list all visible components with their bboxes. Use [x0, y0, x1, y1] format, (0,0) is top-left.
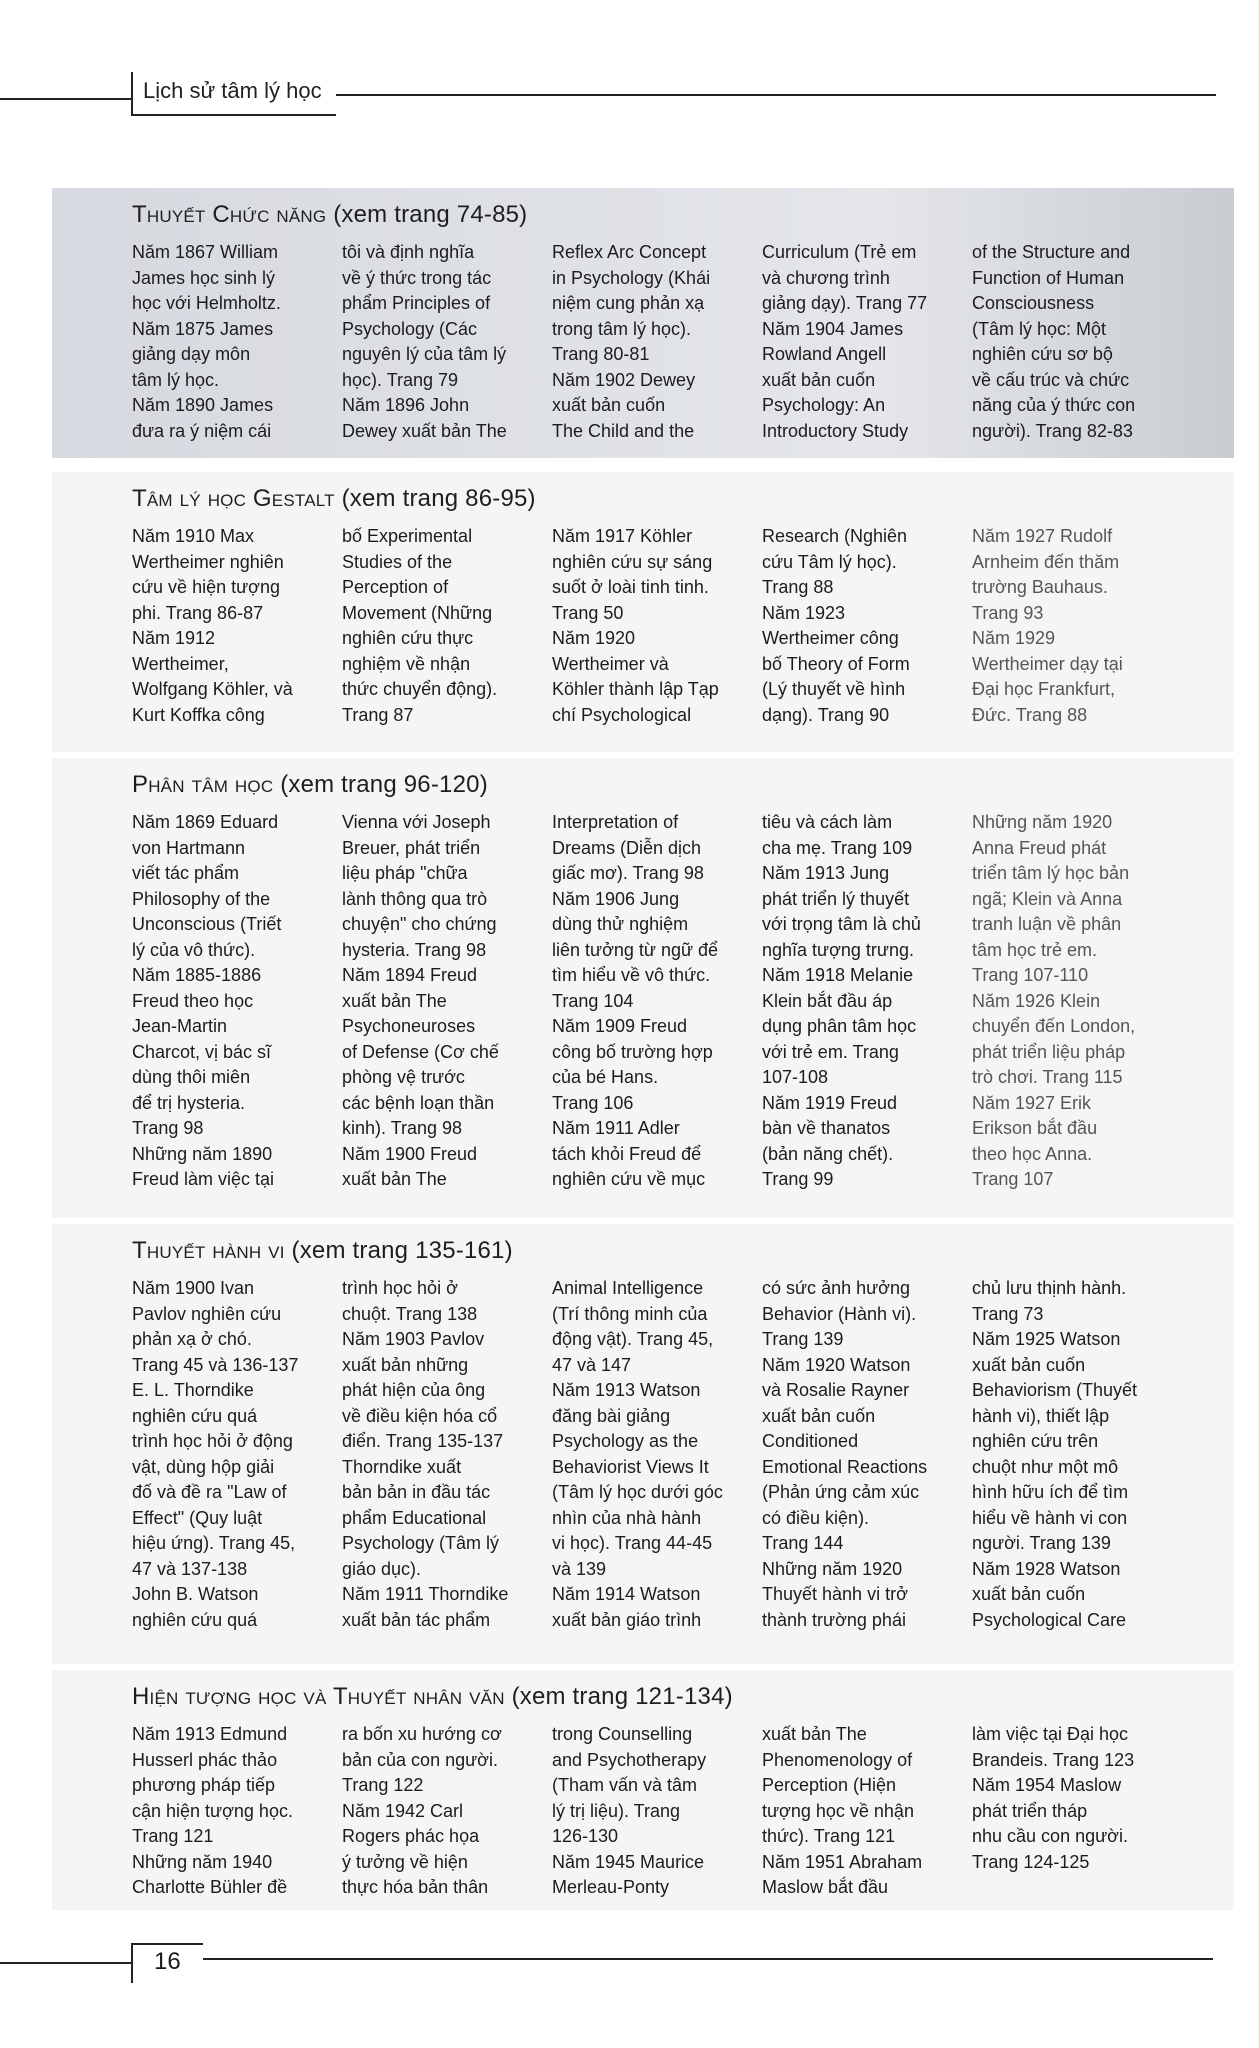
page-number: 16 — [154, 1948, 181, 1975]
section-title — [132, 484, 1234, 514]
section-page-ref: (xem trang 121-134) — [511, 1683, 733, 1710]
section-title — [132, 1682, 1234, 1712]
timeline-column-2: ra bốn xu hướng cơ bản của con người. Trang 122 Năm 1942 Carl Rogers phác họa ý tưởng về hiện thực hóa bản thân — [342, 1724, 502, 1897]
running-header-title: Lịch sử tâm lý học — [143, 78, 322, 103]
footer-rule-left — [0, 1962, 131, 1964]
timeline-columns — [132, 1276, 1234, 1633]
timeline-column-1: Năm 1913 Edmund Husserl phác thảo phương pháp tiếp cận hiện tượng học. Trang 121 Những năm 1940 Charlotte Bühler đề — [132, 1724, 293, 1897]
timeline-column-1: Năm 1910 Max Wertheimer nghiên cứu về hiện tượng phi. Trang 86-87 Năm 1912 Wertheimer, Wolfgang Köhler, và Kurt Koffka công — [132, 526, 293, 725]
timeline-column-3: Reflex Arc Concept in Psychology (Khái niệm cung phản xạ trong tâm lý học). Trang 80-81 Năm 1902 Dewey xuất bản cuốn The Child and the — [552, 242, 711, 441]
timeline-column-2: Vienna với Joseph Breuer, phát triển liệu pháp "chữa lành thông qua trò chuyện" cho chứng hysteria. Trang 98 Năm 1894 Freud xuất bản The Psychoneuroses of Defense (Cơ chế phòng vệ trước các bệnh loạn thần kinh). Trang 98 Năm 1900 Freud xuất bản The — [342, 812, 499, 1189]
timeline-column-5: Năm 1927 Rudolf Arnheim đến thăm trường Bauhaus. Trang 93 Năm 1929 Wertheimer dạy tại Đại học Frankfurt, Đức. Trang 88 — [972, 526, 1123, 725]
footer-rule-right — [203, 1958, 1213, 1960]
timeline-column-1: Năm 1867 William James học sinh lý học với Helmholtz. Năm 1875 James giảng dạy môn tâm lý học. Năm 1890 James đưa ra ý niệm cái — [132, 242, 281, 441]
timeline-column-4: Curriculum (Trẻ em và chương trình giảng dạy). Trang 77 Năm 1904 James Rowland Angell xuất bản cuốn Psychology: An Introductory Study — [762, 242, 928, 441]
section-functionalism — [52, 188, 1234, 458]
section-psychoanalysis — [52, 758, 1234, 1218]
timeline-column-5: chủ lưu thịnh hành. Trang 73 Năm 1925 Watson xuất bản cuốn Behaviorism (Thuyết hành vi), thiết lập nghiên cứu trên chuột như một mô hình hữu ích để tìm hiểu về hành vi con người. Trang 139 Năm 1928 Watson xuất bản cuốn Psychological Care — [972, 1278, 1138, 1630]
section-page-ref: (xem trang 86-95) — [341, 485, 536, 512]
header-rule-left — [0, 98, 131, 100]
timeline-column-3: Năm 1917 Köhler nghiên cứu sự sáng suốt ở loài tinh tinh. Trang 50 Năm 1920 Wertheimer và Köhler thành lập Tạp chí Psychological — [552, 526, 719, 725]
timeline-columns — [132, 810, 1234, 1193]
timeline-column-4: tiêu và cách làm cha mẹ. Trang 109 Năm 1913 Jung phát triển lý thuyết với trọng tâm là chủ nghĩa tượng trưng. Năm 1918 Melanie Klein bắt đầu áp dụng phân tâm học với trẻ em. Trang 107-108 Năm 1919 Freud bàn về thanatos (bản năng chết). Trang 99 — [762, 812, 921, 1189]
section-title-text: Phân tâm học — [132, 771, 274, 798]
section-gestalt — [52, 472, 1234, 752]
timeline-column-5: làm việc tại Đại học Brandeis. Trang 123 Năm 1954 Maslow phát triển tháp nhu cầu con người. Trang 124-125 — [972, 1724, 1135, 1872]
section-title — [132, 200, 1234, 230]
header-rule-right — [336, 94, 1216, 96]
timeline-column-2: tôi và định nghĩa về ý thức trong tác phẩm Principles of Psychology (Các nguyên lý của tâm lý học). Trang 79 Năm 1896 John Dewey xuất bản The — [342, 242, 507, 441]
timeline-column-4: xuất bản The Phenomenology of Perception (Hiện tượng học về nhận thức). Trang 121 Năm 1951 Abraham Maslow bắt đầu — [762, 1724, 923, 1897]
section-title-text: Thuyết hành vi — [132, 1237, 285, 1264]
section-behaviorism — [52, 1224, 1234, 1664]
timeline-columns — [132, 1722, 1234, 1901]
timeline-column-3: Animal Intelligence (Trí thông minh của động vật). Trang 45, 47 và 147 Năm 1913 Watson đăng bài giảng Psychology as the Behaviorist Views It (Tâm lý học dưới góc nhìn của nhà hành vi học). Trang 44-45 và 139 Năm 1914 Watson xuất bản giáo trình — [552, 1278, 723, 1630]
timeline-column-2: bố Experimental Studies of the Perception of Movement (Những nghiên cứu thực nghiệm về nhận thức chuyển động). Trang 87 — [342, 526, 498, 725]
timeline-column-3: trong Counselling and Psychotherapy (Tham vấn và tâm lý trị liệu). Trang 126-130 Năm 1945 Maurice Merleau-Ponty — [552, 1724, 707, 1897]
timeline-column-2: trình học hỏi ở chuột. Trang 138 Năm 1903 Pavlov xuất bản những phát hiện của ông về điều kiện hóa cổ điển. Trang 135-137 Thorndike xuất bản bản in đầu tác phẩm Educational Psychology (Tâm lý giáo dục). Năm 1911 Thorndike xuất bản tác phẩm — [342, 1278, 509, 1630]
section-page-ref: (xem trang 74-85) — [333, 201, 528, 228]
timeline-column-1: Năm 1900 Ivan Pavlov nghiên cứu phản xạ ở chó. Trang 45 và 136-137 E. L. Thorndike nghiên cứu quá trình học hỏi ở động vật, dùng hộp giải đố và đề ra "Law of Effect" (Quy luật hiệu ứng). Trang 45, 47 và 137-138 John B. Watson nghiên cứu quá — [132, 1278, 299, 1630]
timeline-column-5: Những năm 1920 Anna Freud phát triển tâm lý học bản ngã; Klein và Anna tranh luận về phân tâm học trẻ em. Trang 107-110 Năm 1926 Klein chuyển đến London, phát triển liệu pháp trò chơi. Trang 115 Năm 1927 Erik Erikson bắt đầu theo học Anna. Trang 107 — [972, 812, 1136, 1189]
section-page-ref: (xem trang 96-120) — [280, 771, 488, 798]
timeline-column-5: of the Structure and Function of Human Consciousness (Tâm lý học: Một nghiên cứu sơ bộ về cấu trúc và chức năng của ý thức con người). Trang 82-83 — [972, 242, 1136, 441]
section-title-text: Thuyết Chức năng — [132, 201, 327, 228]
timeline-columns — [132, 524, 1234, 728]
section-page-ref: (xem trang 135-161) — [291, 1237, 513, 1264]
section-title-text: Tâm lý học Gestalt — [132, 485, 335, 512]
section-title-text: Hiện tượng học và Thuyết nhân văn — [132, 1683, 505, 1710]
section-title — [132, 1236, 1234, 1266]
timeline-column-3: Interpretation of Dreams (Diễn dịch giấc mơ). Trang 98 Năm 1906 Jung dùng thử nghiệm liên tưởng từ ngữ để tìm hiểu về vô thức. Trang 104 Năm 1909 Freud công bố trường hợp của bé Hans. Trang 106 Năm 1911 Adler tách khỏi Freud để nghiên cứu về mục — [552, 812, 719, 1189]
section-title — [132, 770, 1234, 800]
timeline-column-4: Research (Nghiên cứu Tâm lý học). Trang 88 Năm 1923 Wertheimer công bố Theory of Form (Lý thuyết về hình dạng). Trang 90 — [762, 526, 910, 725]
section-phenomenology-humanism — [52, 1670, 1234, 1910]
timeline-column-1: Năm 1869 Eduard von Hartmann viết tác phẩm Philosophy of the Unconscious (Triết lý của vô thức). Năm 1885-1886 Freud theo học Jean-Martin Charcot, vị bác sĩ dùng thôi miên để trị hysteria. Trang 98 Những năm 1890 Freud làm việc tại — [132, 812, 282, 1189]
timeline-columns — [132, 240, 1234, 444]
timeline-column-4: có sức ảnh hưởng Behavior (Hành vi). Trang 139 Năm 1920 Watson và Rosalie Rayner xuất bản cuốn Conditioned Emotional Reactions (Phản ứng cảm xúc có điều kiện). Trang 144 Những năm 1920 Thuyết hành vi trở thành trường phái — [762, 1278, 928, 1630]
